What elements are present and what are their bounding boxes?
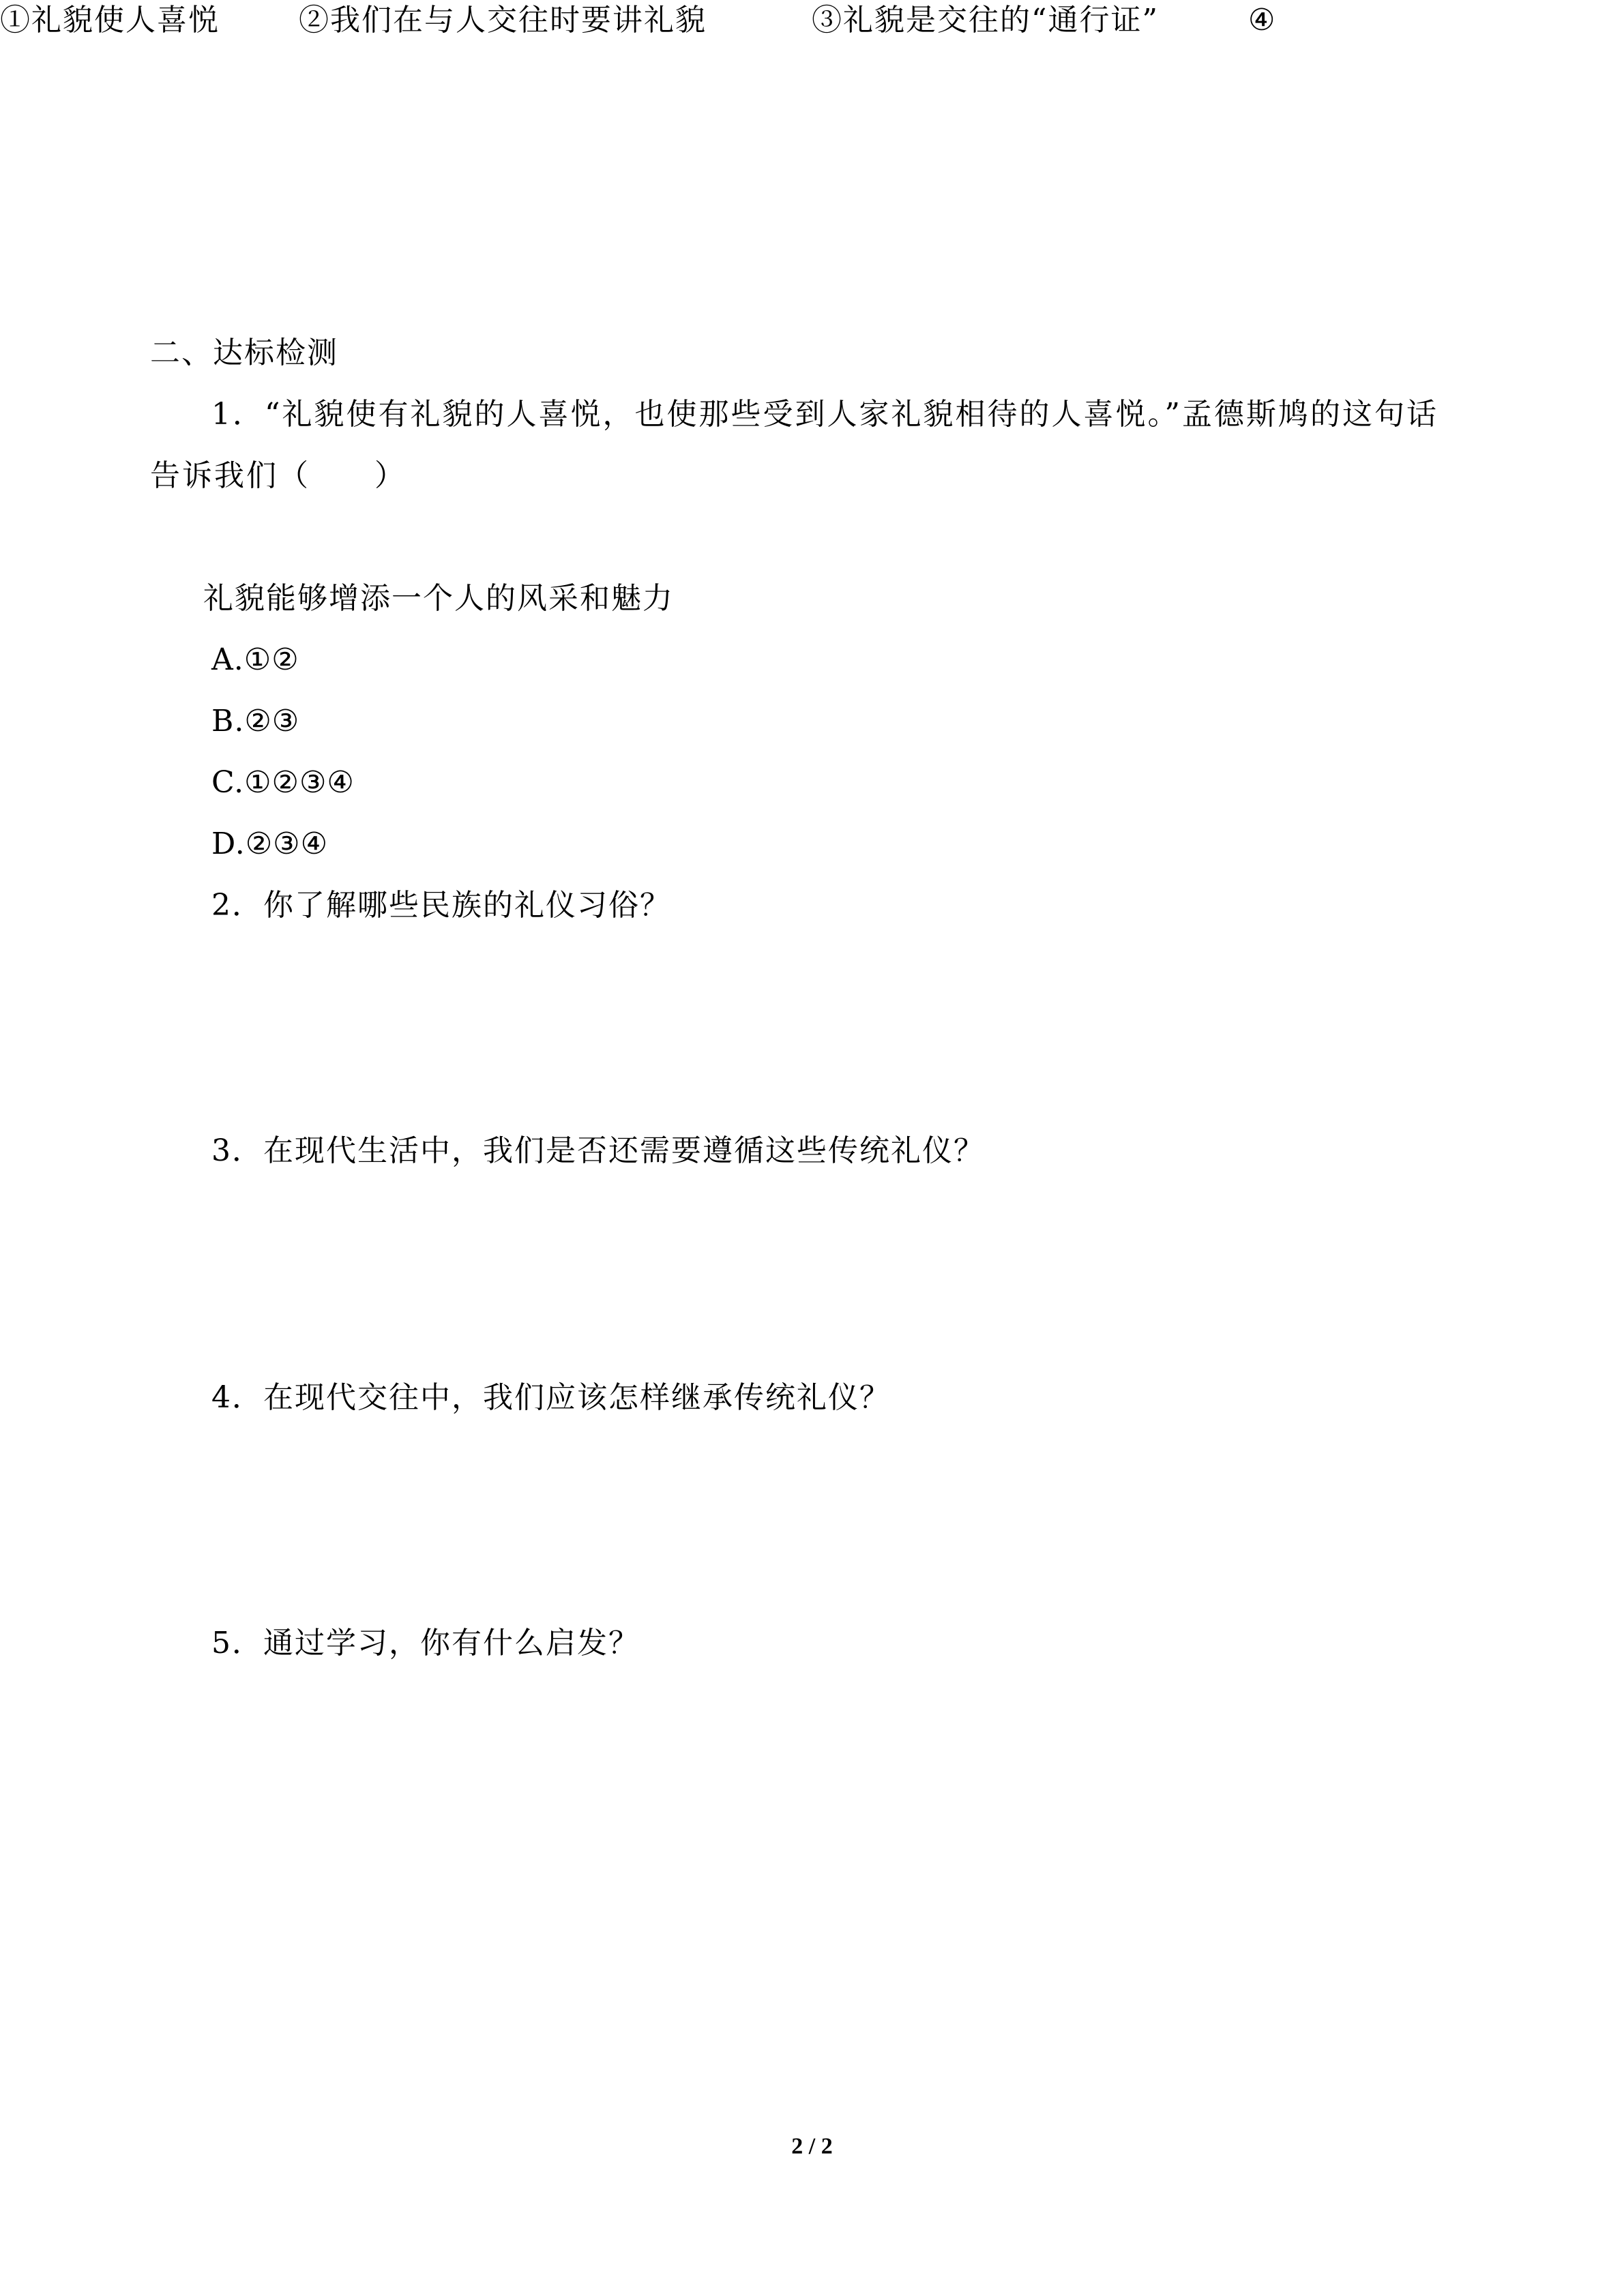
question-2-text: 2．你了解哪些民族的礼仪习俗？ <box>211 888 671 923</box>
question-4-text: 4．在现代交往中，我们应该怎样继承传统礼仪？ <box>211 1380 891 1415</box>
question-1-text: 1．“礼貌使有礼貌的人喜悦，也使那些受到人家礼貌相待的人喜悦。”孟德斯鸠的这句话 <box>211 397 1438 432</box>
question-3-text: 3．在现代生活中，我们是否还需要遵循这些传统礼仪？ <box>211 1133 985 1168</box>
option-d: D.②③④ <box>211 826 329 861</box>
statement-3: ③礼貌是交往的“通行证” <box>812 3 1159 38</box>
question-5-text: 5．通过学习，你有什么启发？ <box>211 1626 640 1660</box>
page-number: 2 / 2 <box>791 2134 833 2159</box>
option-a: A.①② <box>211 642 299 677</box>
option-c: C.①②③④ <box>211 765 355 800</box>
section-title: 二、达标检测 <box>150 336 338 370</box>
statement-1: ①礼貌使人喜悦 <box>0 3 220 38</box>
statement-2: ②我们在与人交往时要讲礼貌 <box>299 3 707 38</box>
question-1-statements <box>0 0 1282 41</box>
question-1-text-continued: 告诉我们（ ） <box>150 458 407 493</box>
statement-4-text: 礼貌能够增添一个人的风采和魅力 <box>203 581 674 616</box>
option-b: B.②③ <box>211 704 300 739</box>
statement-4-marker: ④ <box>1248 3 1277 38</box>
